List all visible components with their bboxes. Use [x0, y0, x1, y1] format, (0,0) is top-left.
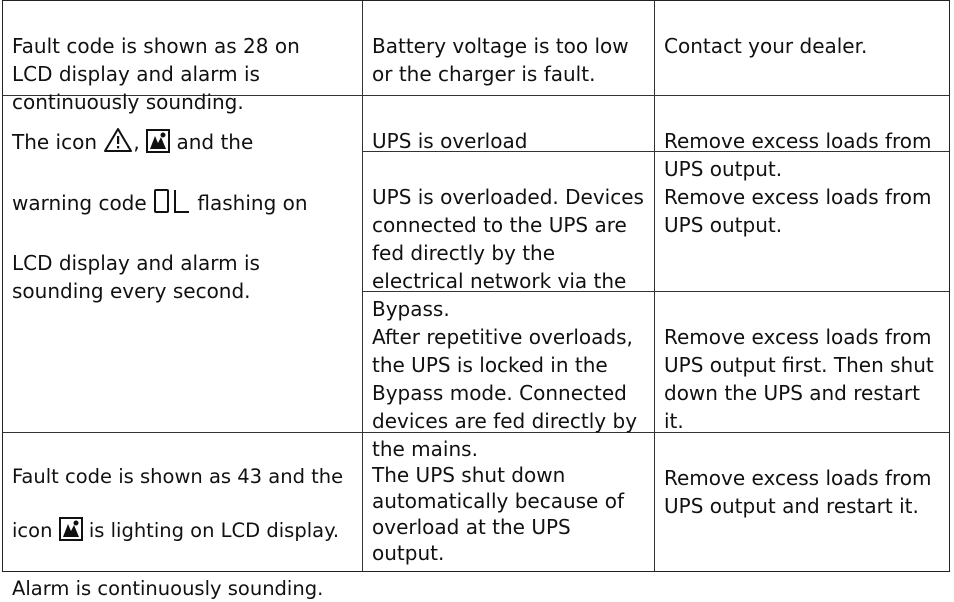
- symptom-cell: [3, 433, 362, 600]
- cause-text: The UPS shut down automatically because of overload at the UPS output.: [372, 463, 624, 565]
- solution-text: Contact your dealer.: [664, 34, 868, 58]
- cause-cell: [363, 96, 654, 151]
- overload-icon: [59, 517, 83, 548]
- solution-text: Remove excess loads from UPS output and restart it.: [664, 466, 932, 518]
- solution-cell: [655, 433, 949, 571]
- symptom-text: and the: [170, 130, 254, 154]
- ol-warning-code-icon: [153, 188, 191, 221]
- symptom-cell: [3, 96, 362, 432]
- symptom-text: LCD display and alarm is sounding every second.: [12, 251, 260, 303]
- symptom-text: Fault code is shown as 28 on LCD display and alarm is continuously sounding.: [12, 34, 300, 114]
- warning-triangle-icon: [103, 127, 133, 160]
- symptom-cell: [3, 1, 362, 114]
- symptom-text: Fault code is shown as 43 and the: [12, 465, 344, 488]
- cause-text: After repetitive overloads, the UPS is locked in the Bypass mode. Connected devices are fed directly by the mains.: [372, 325, 638, 461]
- troubleshooting-table: [2, 0, 950, 600]
- symptom-text: ,: [133, 130, 147, 154]
- solution-text: Remove excess loads from UPS output first. Then shut down the UPS and restart it.: [664, 325, 934, 433]
- solution-cell: [655, 292, 949, 432]
- solution-text: Remove excess loads from UPS output.: [664, 185, 932, 237]
- overload-icon: [146, 129, 170, 160]
- symptom-text: warning code: [12, 191, 154, 215]
- symptom-text: The icon: [12, 130, 104, 154]
- cause-text: Battery voltage is too low or the charger is fault.: [372, 34, 629, 86]
- symptom-text: icon: [12, 519, 59, 542]
- cause-cell: [363, 152, 654, 321]
- solution-cell: [655, 96, 949, 181]
- symptom-text: Alarm is continuously sounding.: [12, 577, 324, 600]
- solution-cell: [655, 1, 949, 95]
- solution-cell: [655, 152, 949, 291]
- cause-cell: [363, 1, 654, 95]
- cause-text: UPS is overload: [372, 129, 528, 153]
- cause-cell: [363, 292, 654, 461]
- cause-cell: [363, 433, 654, 571]
- solution-text: Remove excess loads from UPS output.: [664, 129, 932, 181]
- cause-text: UPS is overloaded. Devices connected to the UPS are fed directly by the electrical network via the Bypass.: [372, 185, 644, 321]
- symptom-text: flashing on: [191, 191, 308, 215]
- symptom-text: is lighting on LCD display.: [82, 519, 340, 542]
